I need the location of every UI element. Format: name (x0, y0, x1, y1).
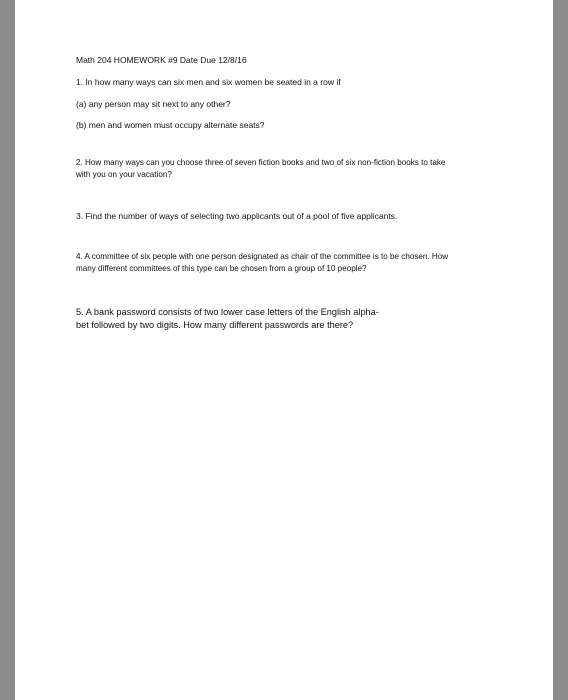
question-3-line-1: 3. Find the number of ways of selecting two applicants out of a pool of five applicants. (76, 211, 398, 221)
question-1-part-a: (a) any person may sit next to any other? (76, 99, 231, 109)
question-1-prompt: 1. In how many ways can six men and six women be seated in a row if (76, 77, 341, 87)
question-5-line-1: 5. A bank password consists of two lower case letters of the English alpha- (76, 307, 379, 317)
homework-header: Math 204 HOMEWORK #9 Date Due 12/8/16 (76, 55, 247, 65)
question-5-line-2: bet followed by two digits. How many different passwords are there? (76, 320, 354, 330)
document-page (15, 0, 553, 700)
question-4-line-2: many different committees of this type can be chosen from a group of 10 people? (76, 264, 367, 273)
question-4-line-1: 4. A committee of six people with one person designated as chair of the committee is to be chosen. How (76, 252, 449, 261)
question-1-part-b: (b) men and women must occupy alternate seats? (76, 120, 265, 130)
question-2-line-2: with you on your vacation? (76, 170, 172, 179)
question-2-line-1: 2. How many ways can you choose three of seven fiction books and two of six non-fiction books to take (76, 158, 446, 167)
